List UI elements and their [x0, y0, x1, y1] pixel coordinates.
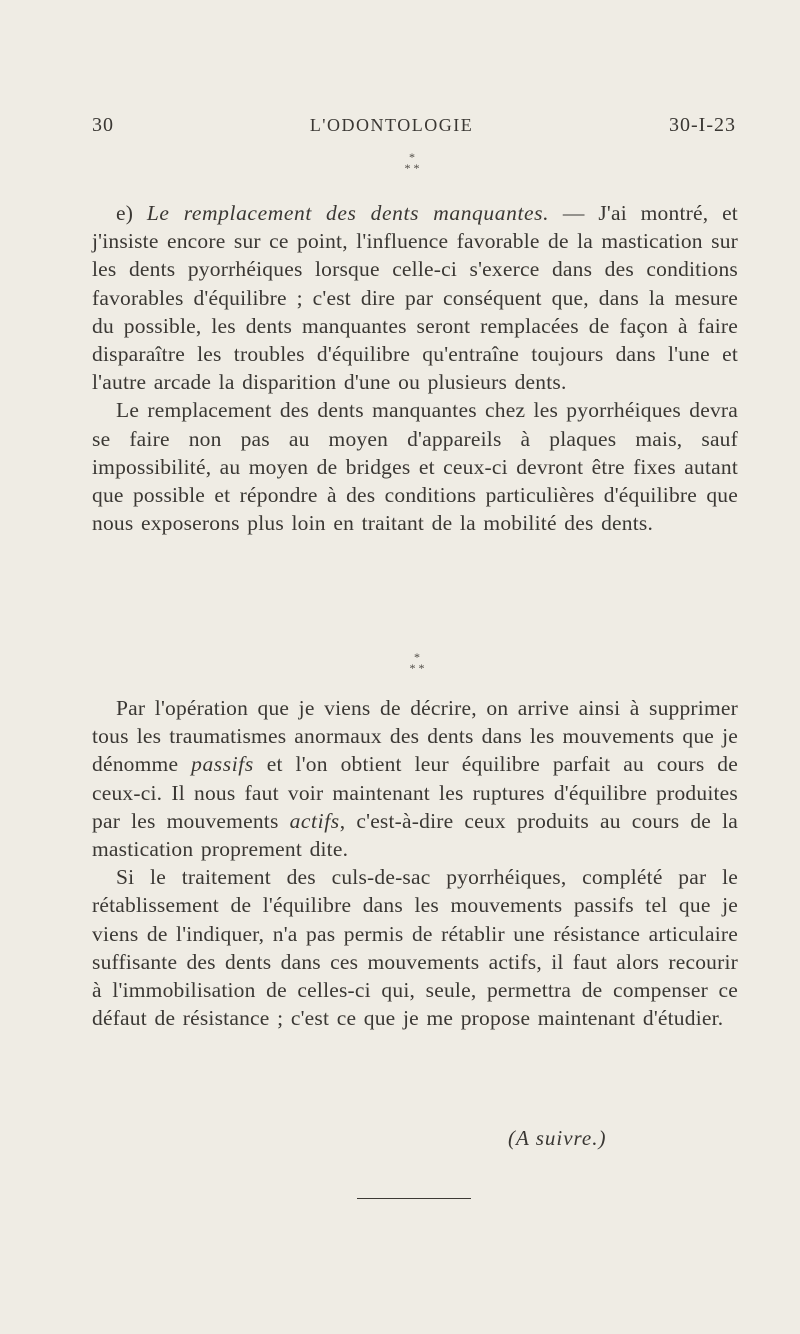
section-separator-top	[392, 152, 432, 174]
issue-date: 30-I-23	[669, 114, 736, 136]
separator-star: *	[409, 150, 415, 164]
emphasis-passifs: passifs	[191, 752, 254, 777]
paragraph	[92, 199, 738, 396]
paragraph	[92, 694, 738, 863]
section-active-movements	[92, 694, 738, 1032]
separator-stars-pair: * *	[404, 161, 420, 175]
page-number: 30	[92, 114, 114, 136]
paragraph-text: , c'est-à-dire ceux produits au cours de la mastication proprement dite.	[92, 808, 738, 862]
section-letter: e)	[116, 201, 147, 225]
separator-star: *	[414, 650, 420, 664]
section-replacement-teeth	[92, 199, 738, 537]
continued-note: (A suivre.)	[508, 1126, 607, 1150]
journal-title: L'ODONTOLOGIE	[309, 115, 474, 135]
paragraph-text: — J'ai montré, et j'insiste encore sur ce point, l'influence favorable de la mastication sur les dents pyorrhéiques lorsque celle-ci s'exerce dans des conditions favorables d'équilibre ; c'est dire par conséquent que, dans la mesure du possible, les dents manquantes seront remplacées de façon à faire disparaître les troubles d'équilibre qu'entraîne toujours dans l'une et l'autre arcade la disparition d'une ou plusieurs dents.	[92, 201, 738, 395]
running-header	[92, 114, 736, 137]
paragraph: Le remplacement des dents manquantes chez les pyorrhéiques devra se faire non pas au moyen d'appareils à plaques mais, sauf impossibilité, au moyen de bridges et ceux-ci devront être fixes autant que possible et répondre à des conditions particulières d'équilibre que nous exposerons plus loin en traitant de la mobilité des dents.	[92, 398, 738, 536]
section-separator-middle	[397, 652, 437, 674]
paragraph-text: Par l'opération que je viens de décrire, on arrive ainsi à supprimer tous les traumatismes anormaux des dents dans les mouvements que je dénomme	[92, 696, 738, 777]
section-heading: Le remplacement des dents manquantes.	[146, 201, 550, 225]
separator-stars-pair: * *	[409, 661, 425, 675]
paragraph-text: et l'on obtient leur équilibre parfait au cours de ceux-ci. Il nous faut voir maintenant les ruptures d'équilibre produites par les mouvements	[92, 752, 739, 833]
paragraph: Si le traitement des culs-de-sac pyorrhéiques, complété par le rétablissement de l'équilibre dans les mouvements passifs tel que je viens de l'indiquer, n'a pas permis de rétablir une résistance articulaire suffisante des dents dans ces mouvements actifs, il faut alors recourir à l'immobilisation de celles-ci qui, seule, permettra de compenser ce défaut de résistance ; c'est ce que je me propose maintenant d'étudier.	[92, 865, 738, 1031]
emphasis-actifs: actifs	[289, 808, 340, 833]
end-rule	[357, 1198, 471, 1199]
